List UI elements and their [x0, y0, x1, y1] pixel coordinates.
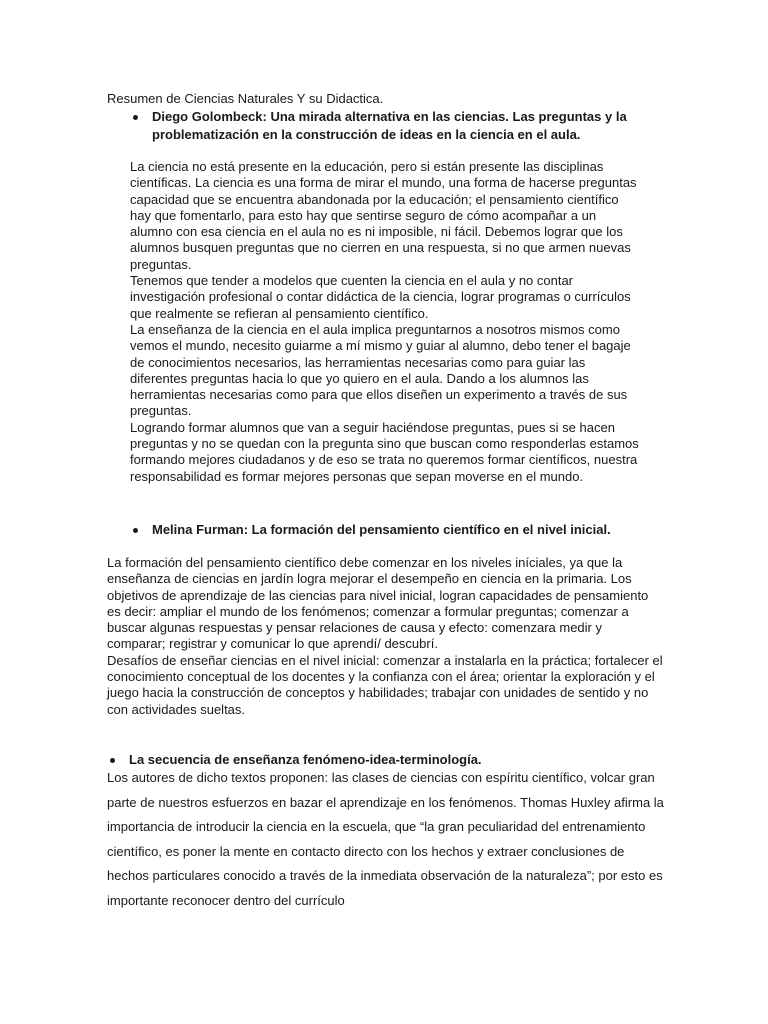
section2-body — [107, 555, 663, 718]
section2-heading: Melina Furman: La formación del pensamiento científico en el nivel inicial. — [152, 522, 611, 537]
section1-paragraph: La ciencia no está presente en la educación, pero si están presente las disciplinas científicas. La ciencia es una forma de mirar el mundo, una forma de hacerse preguntas capacidad que se encuentra abandonada por la educación; el pensamiento científico hay que fomentarlo, para esto hay que sentirse seguro de cómo acompañar a un alumno con esa ciencia en el aula no es ni imposible, ni fácil. Debemos lograr que los alumnos busquen preguntas que no cierren en una respuesta, si no que armen nuevas preguntas. — [130, 159, 637, 272]
section2-paragraph: La formación del pensamiento científico debe comenzar en los niveles iníciales, ya que la enseñanza de ciencias en jardín logra mejorar el desempeño en ciencia en la primaria. Los objetivos de aprendizaje de las ciencias para nivel inicial, logran capacidades de pensamiento es decir: ampliar el mundo de los fenómenos; comenzar a formular preguntas; comenzar a buscar algunas respuestas y pensar relaciones de causa y efecto: comenzara medir y comparar; registrar y comunicar lo que aprendí/ descubrí. — [107, 555, 649, 652]
section1-heading — [152, 108, 672, 144]
section1-paragraph: Tenemos que tender a modelos que cuenten la ciencia en el aula y no contar investigación profesional o contar didáctica de la ciencia, lograr programas o currículos que realmente se refieran al pensamiento científico. — [130, 273, 631, 321]
section1-body — [130, 159, 642, 485]
section3-body: Los autores de dicho textos proponen: las clases de ciencias con espíritu científico, volcar gran parte de nuestros esfuerzos en bazar el aprendizaje en los fenómenos. Thomas Huxley afirma la importancia de introducir la ciencia en la escuela, que “la gran peculiaridad del entrenamiento científico, es poner la mente en contacto directo con los hechos y extraer conclusiones de hechos particulares conocido a través de la inmediata observación de la naturaleza”; por esto es importante reconocer dentro del currículo — [107, 770, 664, 908]
document-title: Resumen de Ciencias Naturales Y su Didactica. — [107, 91, 384, 106]
section1-heading-line1: Diego Golombeck: Una mirada alternativa en las ciencias. Las preguntas y la — [152, 109, 627, 124]
section1-paragraph: La enseñanza de la ciencia en el aula implica preguntarnos a nosotros mismos como vemos el mundo, necesito guiarme a mí mismo y guiar al alumno, debo tener el bagaje de conocimientos necesarios, las herramientas necesarias como para guiar las diferentes preguntas hacia lo que yo quiero en el aula. Dando a los alumnos las herramientas necesarias como para que ellos diseñen un experimento a través de sus preguntas. — [130, 321, 631, 419]
bullet-icon — [110, 758, 115, 763]
bullet-icon — [133, 115, 138, 120]
bullet-icon — [133, 528, 138, 533]
section2-paragraph: Desafíos de enseñar ciencias en el nivel inicial: comenzar a instalarla en la práctica; fortalecer el conocimiento conceptual de los docentes y la confianza con el área; orientar la exploración y el juego hacia la construcción de conceptos y habilidades; trabajar con unidades de sentido y no con actividades sueltas. — [107, 652, 663, 717]
section1-paragraph: Logrando formar alumnos que van a seguir haciéndose preguntas, pues si se hacen preguntas y no se quedan con la pregunta sino que buscan como responderlas estamos formando mejores ciudadanos y de eso se trata no queremos formar científicos, nuestra responsabilidad es formar mejores personas que sepan moverse en el mundo. — [130, 419, 639, 484]
section1-heading-line2: problematización en la construcción de ideas en la ciencia en el aula. — [152, 127, 581, 142]
section3-heading: La secuencia de enseñanza fenómeno-idea-terminología. — [129, 752, 482, 767]
